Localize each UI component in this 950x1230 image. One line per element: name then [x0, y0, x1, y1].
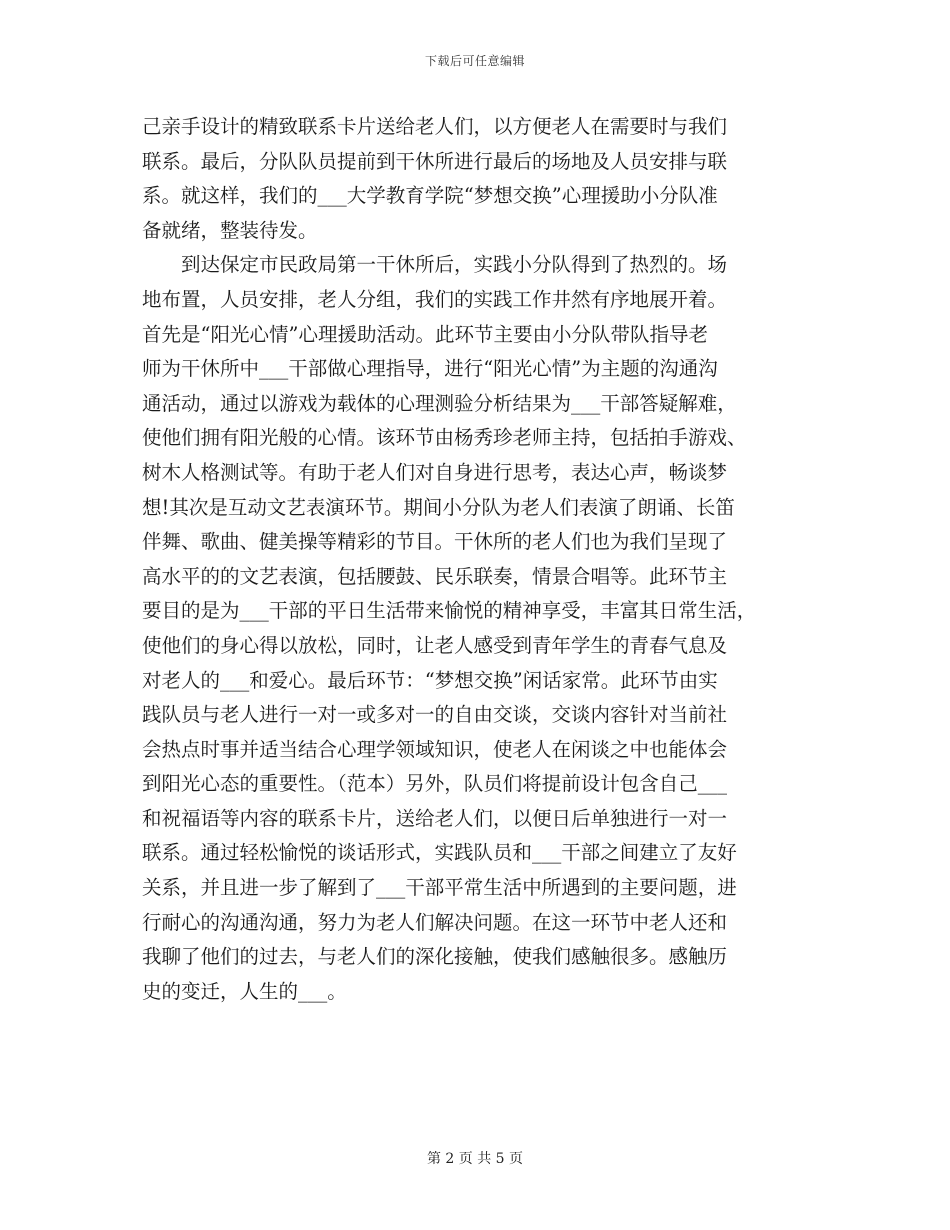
body-line: 想!其次是互动文艺表演环节。期间小分队为老人们表演了朗诵、长笛	[142, 495, 735, 519]
body-line: 行耐心的沟通沟通，努力为老人们解决问题。在这一环节中老人还和	[142, 910, 728, 934]
page-number: 第 2 页 共 5 页	[426, 1151, 524, 1167]
page-header: 下载后可任意编辑	[424, 54, 525, 68]
body-line: 通活动，通过以游戏为载体的心理测验分析结果为___干部答疑解难，	[142, 391, 737, 415]
body-line: 联系。通过轻松愉悦的谈话形式，实践队员和___干部之间建立了友好	[142, 841, 737, 865]
body-line: 系。就这样，我们的___大学教育学院“梦想交换”心理援助小分队准	[142, 184, 718, 208]
body-line: 要目的是为___干部的平日生活带来愉悦的精神享受，丰富其日常生活，	[142, 599, 757, 623]
body-line: 到阳光心态的重要性。（范本）另外，队员们将提前设计包含自己___	[142, 772, 728, 796]
body-line: 史的变迁，人生的___。	[142, 979, 347, 1003]
body-line: 师为干休所中___干部做心理指导，进行“阳光心情”为主题的沟通沟	[142, 357, 718, 381]
body-line: 树木人格测试等。有助于老人们对自身进行思考，表达心声，畅谈梦	[142, 460, 728, 484]
body-line: 使他们拥有阳光般的心情。该环节由杨秀珍老师主持，包括拍手游戏、	[142, 426, 747, 450]
body-line: 备就绪，整装待发。	[142, 218, 318, 242]
body-line: 关系，并且进一步了解到了___干部平常生活中所遇到的主要问题，进	[142, 876, 737, 900]
body-line: 首先是“阳光心情”心理援助活动。此环节主要由小分队带队指导老	[142, 322, 708, 346]
body-line: 和祝福语等内容的联系卡片，送给老人们，以便日后单独进行一对一	[142, 806, 728, 830]
body-line: 高水平的的文艺表演，包括腰鼓、民乐联奏，情景合唱等。此环节主	[142, 564, 728, 588]
body-line: 到达保定市民政局第一干休所后，实践小分队得到了热烈的。场	[142, 253, 728, 277]
body-line: 对老人的___和爱心。最后环节：“梦想交换”闲话家常。此环节由实	[142, 668, 718, 692]
body-line: 联系。最后，分队队员提前到干休所进行最后的场地及人员安排与联	[142, 149, 728, 173]
body-line: 使他们的身心得以放松，同时，让老人感受到青年学生的青春气息及	[142, 633, 728, 657]
body-line: 会热点时事并适当结合心理学领域知识，使老人在闲谈之中也能体会	[142, 737, 728, 761]
body-line: 己亲手设计的精致联系卡片送给老人们，以方便老人在需要时与我们	[142, 115, 728, 138]
document-body	[142, 110, 812, 1009]
body-line: 我聊了他们的过去，与老人们的深化接触，使我们感触很多。感触历	[142, 945, 728, 969]
body-line: 伴舞、歌曲、健美操等精彩的节目。干休所的老人们也为我们呈现了	[142, 530, 728, 554]
body-line: 地布置，人员安排，老人分组，我们的实践工作井然有序地展开着。	[142, 287, 728, 311]
body-line: 践队员与老人进行一对一或多对一的自由交谈，交谈内容针对当前社	[142, 703, 728, 727]
